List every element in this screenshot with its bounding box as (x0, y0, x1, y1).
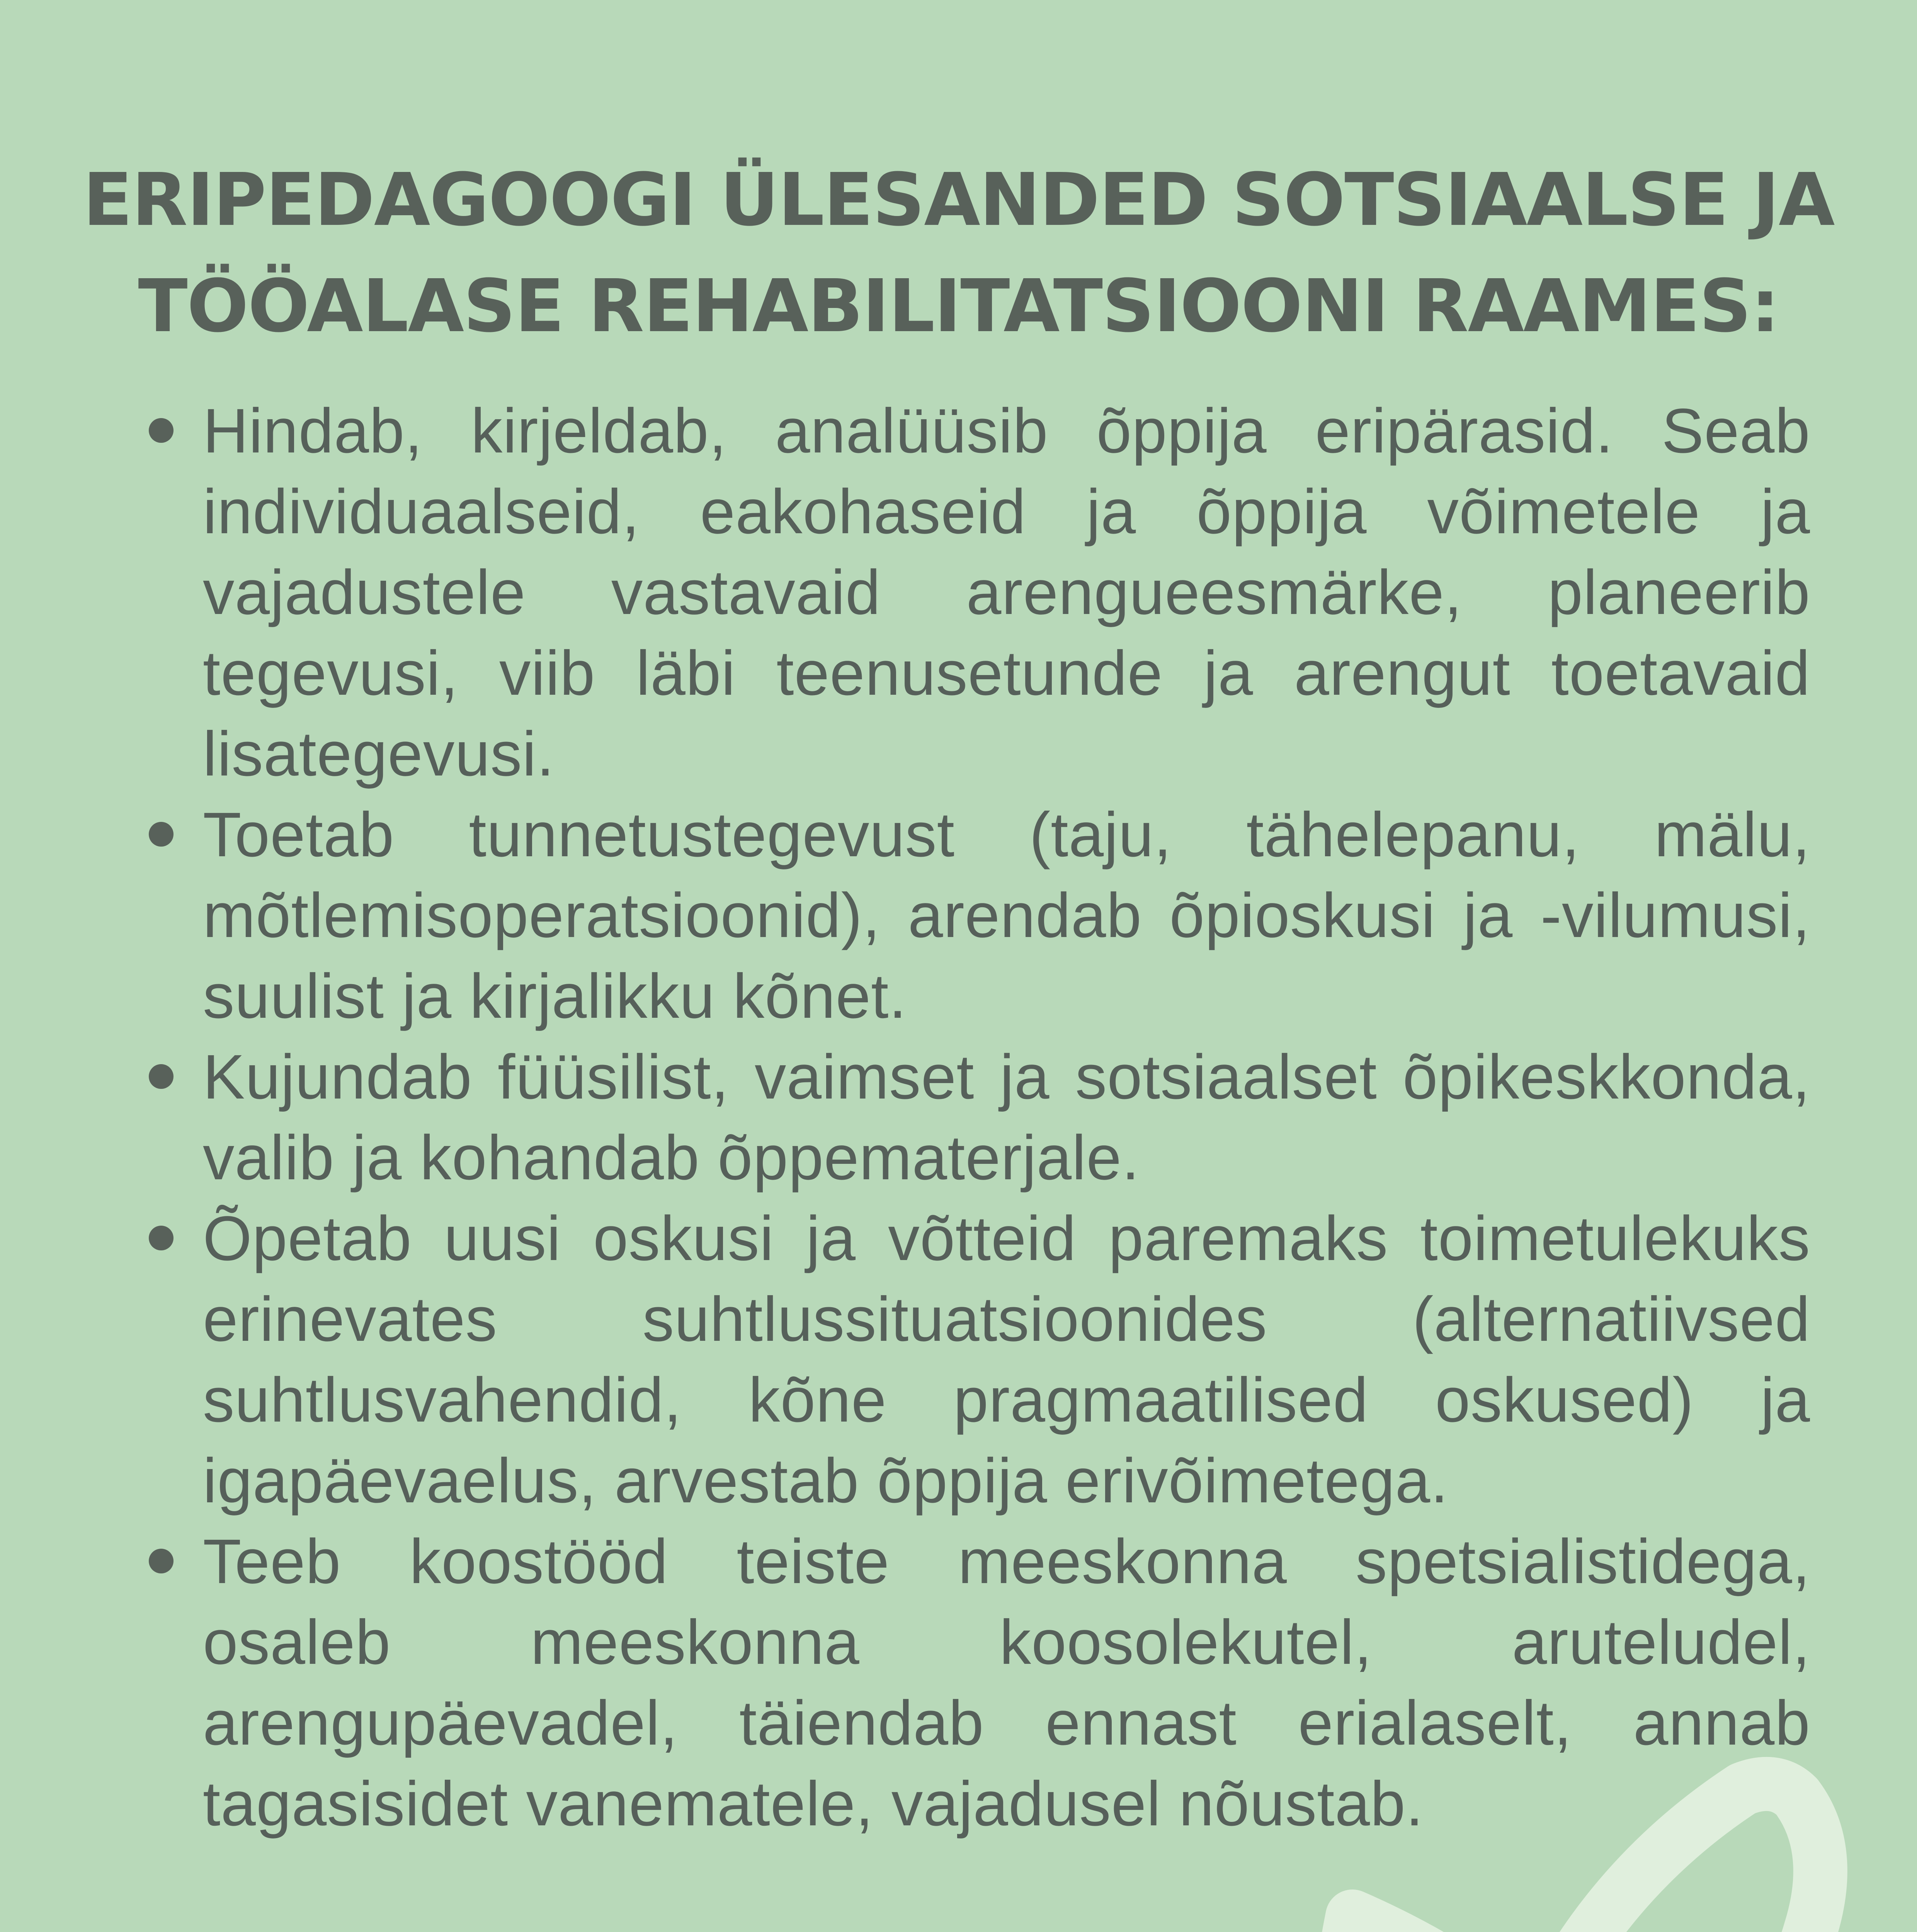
page-title (77, 147, 1840, 359)
bullet-icon (149, 1064, 173, 1089)
list-item-text: Hindab, kirjeldab, analüüsib õppija eripärasid. Seab individuaalseid, eakohaseid ja õppija võimetele ja vajadustele vastavaid arengueesmärke, planeerib tegevusi, viib läbi teenusetunde ja arengut toetavaid lisategevusi. (203, 395, 1810, 789)
list-item-text: Toetab tunnetustegevust (taju, tähelepanu, mälu, mõtlemisoperatsioonid), arendab õpioskusi ja -vilumusi, suulist ja kirjalikku kõnet. (203, 799, 1810, 1031)
list-item (203, 1036, 1810, 1198)
list-item (203, 794, 1810, 1036)
list-item (203, 390, 1810, 794)
list-item-text: Teeb koostööd teiste meeskonna spetsialistidega, osaleb meeskonna koosolekutel, aruteludel, arengupäevadel, täiendab ennast erialaselt, annab tagasisidet vanematele, vajadusel nõustab. (203, 1526, 1810, 1839)
task-list (203, 390, 1810, 1844)
bullet-icon (149, 1226, 173, 1250)
list-item (203, 1521, 1810, 1844)
title-line-2: TÖÖALASE REHABILITATSIOONI RAAMES: (138, 264, 1779, 349)
list-item-text: Kujundab füüsilist, vaimset ja sotsiaalset õpikeskkonda, valib ja kohandab õppematerjale. (203, 1041, 1810, 1193)
bullet-icon (149, 418, 173, 443)
list-item (203, 1198, 1810, 1521)
title-line-1: ERIPEDAGOOGI ÜLESANDED SOTSIAALSE JA (83, 158, 1834, 242)
bullet-icon (149, 1549, 173, 1573)
bullet-icon (149, 822, 173, 847)
list-item-text: Õpetab uusi oskusi ja võtteid paremaks toimetulekuks erinevates suhtlussituatsioonides (alternatiivsed suhtlusvahendid, kõne pragmaatilised oskused) ja igapäevaelus, arvestab õppija erivõimetega. (203, 1203, 1810, 1516)
